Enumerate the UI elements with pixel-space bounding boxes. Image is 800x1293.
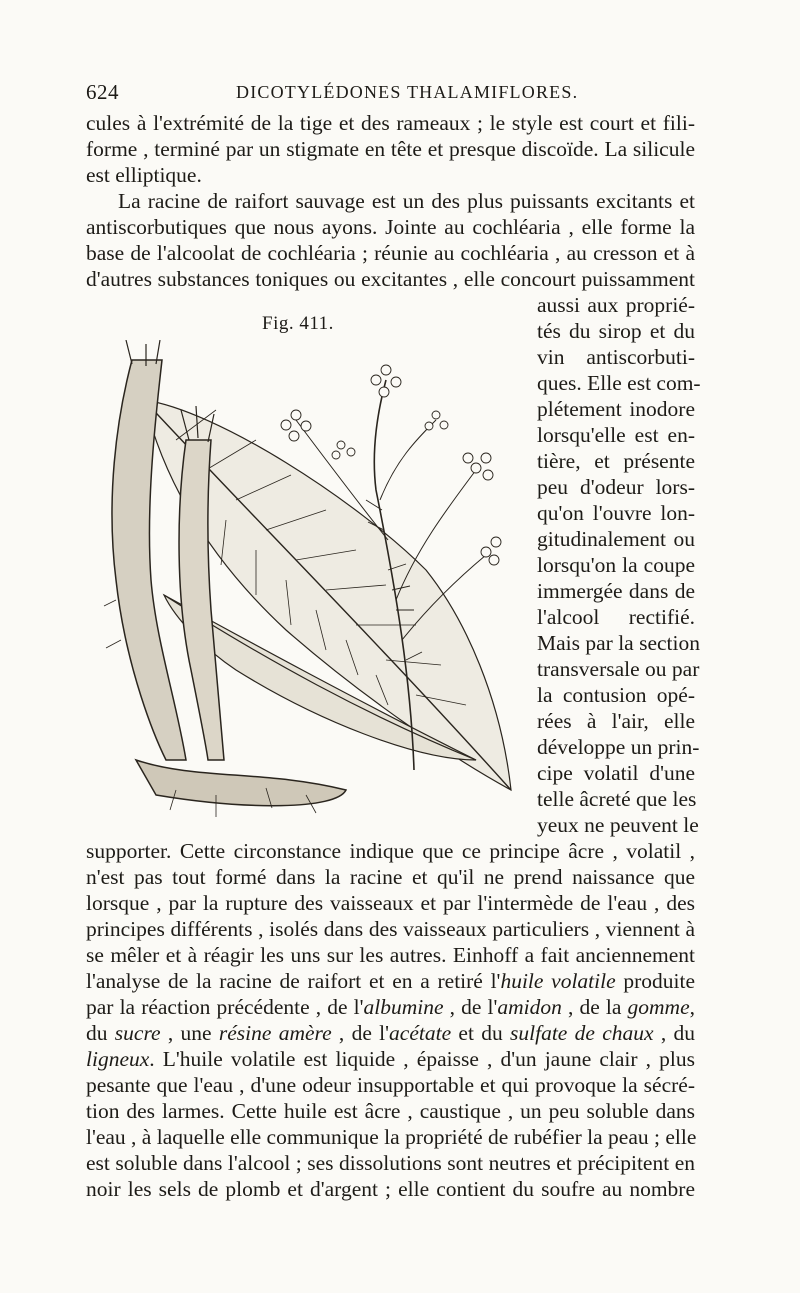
text-line: lorsqu'elle est en- xyxy=(537,423,695,447)
text-line: lorsque , par la rupture des vaisseaux et par l'intermède de l'eau , des xyxy=(86,891,695,915)
text-line: l'alcool rectifié. xyxy=(537,605,695,629)
text-line: l'eau , à laquelle elle communique la propriété de rubéfier la peau ; elle xyxy=(86,1125,697,1149)
figure-caption: Fig. 411. xyxy=(262,313,334,334)
text-line: l'analyse de la racine de raifort et en a retiré l'huile volatile produite xyxy=(86,969,696,993)
text-line: tion des larmes. Cette huile est âcre , caustique , un peu soluble dans xyxy=(86,1099,695,1123)
text-line: rées à l'air, elle xyxy=(537,709,695,733)
text-line: base de l'alcoolat de cochléaria ; réunie au cochléaria , au cresson et à xyxy=(86,241,695,265)
text-line: principes différents , isolés dans des vaisseaux particuliers , viennent à xyxy=(86,917,695,941)
text-line: forme , terminé par un stigmate en tête et presque discoïde. La silicule xyxy=(86,137,695,161)
text-line: aussi aux proprié- xyxy=(537,293,695,317)
text-line: pesante que l'eau , d'une odeur insupportable et qui provoque la sécré- xyxy=(86,1073,695,1097)
text-line: peu d'odeur lors- xyxy=(537,475,695,499)
text-line: plétement inodore xyxy=(537,397,695,421)
page-header xyxy=(86,80,694,110)
text-line: n'est pas tout formé dans la racine et qu'il ne prend naissance que xyxy=(86,865,695,889)
text-line: qu'on l'ouvre lon- xyxy=(537,501,695,525)
text-line: La racine de raifort sauvage est un des plus puissants excitants et xyxy=(118,189,695,213)
text-line: par la réaction précédente , de l'albumine , de l'amidon , de la gomme, xyxy=(86,995,696,1019)
text-line: antiscorbutiques que nous ayons. Jointe au cochléaria , elle forme la xyxy=(86,215,695,239)
text-line: vin antiscorbuti- xyxy=(537,345,695,369)
text-line: est soluble dans l'alcool ; ses dissolutions sont neutres et précipitent en xyxy=(86,1151,695,1175)
text-line: supporter. Cette circonstance indique que ce principe âcre , volatil , xyxy=(86,839,695,863)
text-line: immergée dans de xyxy=(537,579,695,603)
text-line: ligneux. L'huile volatile est liquide , épaisse , d'un jaune clair , plus xyxy=(86,1047,695,1071)
text-line: telle âcreté que les xyxy=(537,787,697,811)
text-line: Mais par la section xyxy=(537,631,700,655)
running-head: DICOTYLÉDONES THALAMIFLORES. xyxy=(236,82,579,102)
text-line: développe un prin- xyxy=(537,735,700,759)
text-line: d'autres substances toniques ou excitantes , elle concourt puissamment xyxy=(86,267,695,291)
text-line: tière, et présente xyxy=(537,449,695,473)
text-line: lorsqu'on la coupe xyxy=(537,553,695,577)
text-line: noir les sels de plomb et d'argent ; elle contient du soufre au nombre xyxy=(86,1177,695,1201)
text-line: cules à l'extrémité de la tige et des rameaux ; le style est court et fili- xyxy=(86,111,695,135)
text-line: transversale ou par xyxy=(537,657,700,681)
text-line: ques. Elle est com- xyxy=(537,371,701,395)
text-line: yeux ne peuvent le xyxy=(537,813,699,837)
text-line: cipe volatil d'une xyxy=(537,761,695,785)
text-line: tés du sirop et du xyxy=(537,319,695,343)
page-number: 624 xyxy=(86,80,119,104)
text-line: la contusion opé- xyxy=(537,683,695,707)
text-line: du sucre , une résine amère , de l'acétate et du sulfate de chaux , du xyxy=(86,1021,696,1045)
text-line: se mêler et à réagir les uns sur les autres. Einhoff a fait anciennement xyxy=(86,943,695,967)
text-line: est elliptique. xyxy=(86,163,202,187)
text-line: gitudinalement ou xyxy=(537,527,695,551)
horseradish-illustration xyxy=(96,340,516,820)
